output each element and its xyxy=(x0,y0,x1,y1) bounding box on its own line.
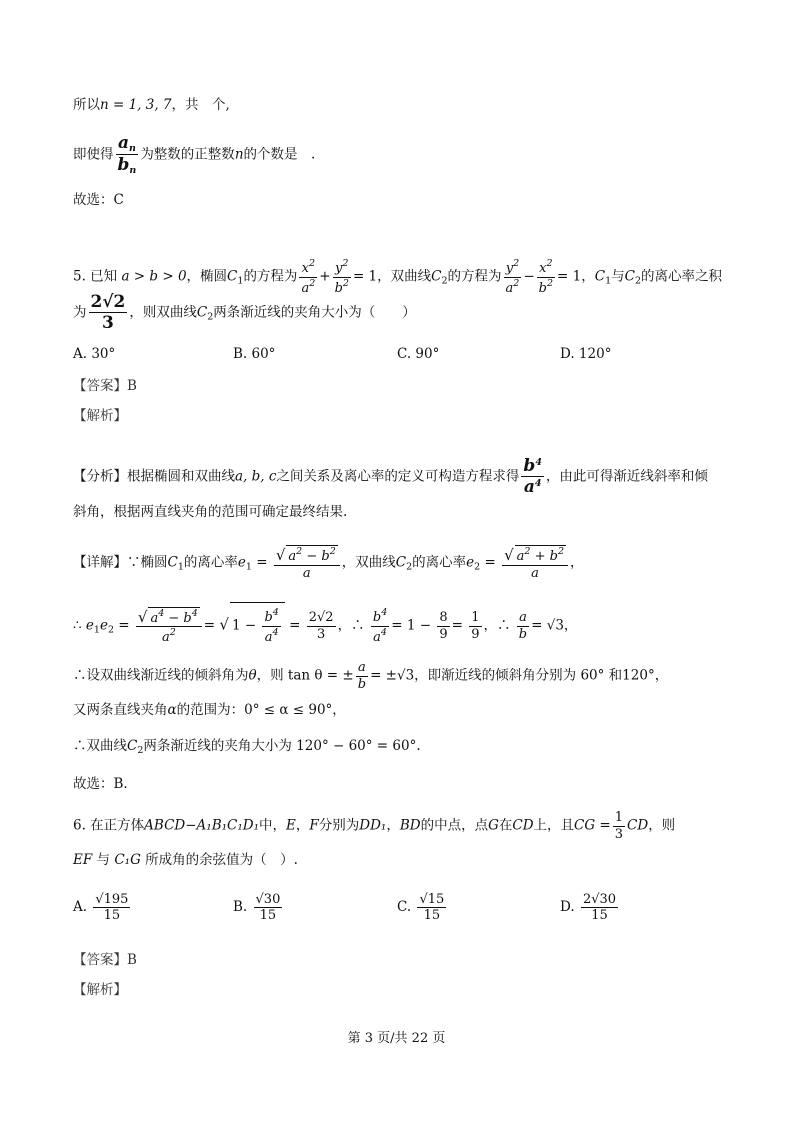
text: ，双曲线 xyxy=(377,268,432,285)
math: C xyxy=(227,268,238,285)
text: 的离心率之积 xyxy=(641,268,723,285)
text-line-3: 故选：C xyxy=(73,192,124,208)
option-a: A. 30° xyxy=(73,346,116,362)
denominator: 3 xyxy=(102,313,114,334)
select-line: 故选：B. xyxy=(73,776,128,792)
text: 与 xyxy=(96,852,111,868)
text: 的个数是 . xyxy=(243,146,316,163)
fraction-an-bn xyxy=(116,133,139,177)
fraction: $\frac{y^2}{a^2}$ xyxy=(505,258,520,296)
sub: n xyxy=(129,165,137,177)
q5-line-1: 5. 已知 a > b > 0，椭圆$C_1$的方程为 $\frac{x^2}{a^2}$ + $\frac{y^2}{b^2}$ = 1，双曲线$C_2$的方程为 $\frac{y^2}{a^2}$ − $\frac{x^2}{b^2}$ = 1，$C_1$与$C_2$的离心率之积 xyxy=(73,258,723,296)
fraction-e2: $\frac{√ a^2 + b^2}{a}$ xyxy=(502,545,568,581)
fraction: $\frac{8}{9}$ xyxy=(439,610,448,642)
math: ABCD−A₁B₁C₁D₁ xyxy=(144,817,260,834)
numerator: √15 xyxy=(419,892,445,907)
fraction: $\frac{b^4}{a^4}$ xyxy=(372,607,388,645)
math: E xyxy=(286,817,296,834)
text: 上，且 xyxy=(533,817,575,834)
derivation-line: ∴ $e_1e_2$ = $\frac{√ a^4 - b^4}{a^2}$ = √ 1 − $\frac{b^4}{a^4}$ = $\frac{2√2}{3}$ ，∴ $\frac{b^4}{a^4}$ = 1 − $\frac{8}{9}$ = $\frac{1}{9}$ ，∴ $\frac{a}{b}$ = √3， xyxy=(73,602,577,649)
q6-option-b xyxy=(233,892,284,923)
text: 与 xyxy=(611,268,625,285)
text: 【详解】∵椭圆 xyxy=(73,554,168,571)
q6-analysis-label: 【解析】 xyxy=(73,982,127,998)
text: ，即渐近线的倾斜角分别为 60° 和120°， xyxy=(414,667,669,684)
text: = ±√3 xyxy=(370,667,415,684)
q6-option-c xyxy=(397,892,448,923)
numerator: 1 xyxy=(614,810,624,825)
q5-line-2: 为 $\frac{2√2}{3}$ ，则双曲线$C_2$两条渐近线的夹角大小为（ ） xyxy=(73,292,416,334)
fraction: $\frac{2√2}{3}$ xyxy=(308,610,334,642)
math: EF xyxy=(73,852,93,868)
answer-label: 【答案】B xyxy=(73,378,137,394)
option-label: D. xyxy=(560,899,575,915)
text: 5. 已知 xyxy=(73,268,118,285)
page-footer: 第 3 页/共 22 页 xyxy=(347,1031,446,1046)
text: 为整数的正整数 xyxy=(140,146,235,163)
math: BD xyxy=(399,817,421,834)
text: 的范围为：0° ≤ α ≤ 90°， xyxy=(176,702,346,718)
option-label: A. xyxy=(73,899,88,915)
text: ，由此可得渐近线斜率和倾 xyxy=(545,468,708,485)
text: ∴双曲线 xyxy=(73,738,127,754)
text: 的方程为 xyxy=(447,268,502,285)
denominator: 15 xyxy=(103,908,121,923)
option-label: C. xyxy=(397,899,412,915)
analysis-label: 【解析】 xyxy=(73,408,127,424)
sub: 1 xyxy=(237,275,244,287)
text: ，则 tan θ = ± xyxy=(256,667,354,684)
xiangjie-line: 【详解】∵椭圆$C_1$的离心率$e_1$ = $\frac{√ a^2 - b^2}{a}$ ，双曲线$C_2$的离心率$e_2$ = $\frac{√ a^2 + b^2}{a}$ ， xyxy=(73,546,584,581)
numerator: a xyxy=(117,133,129,153)
text: 为 xyxy=(73,304,87,321)
text: ，则双曲线 xyxy=(129,304,197,321)
text: 【分析】根据椭圆和双曲线 xyxy=(73,468,235,485)
text: 的离心率 xyxy=(412,554,467,571)
tan-line xyxy=(73,660,668,692)
numerator: √195 xyxy=(95,892,129,907)
fraction: $\frac{1}{9}$ xyxy=(471,610,480,642)
text: ， xyxy=(295,817,310,834)
math: CG = xyxy=(574,817,611,834)
denominator: 15 xyxy=(423,908,441,923)
fraction-e1: $\frac{√ a^2 - b^2}{a}$ xyxy=(274,545,340,581)
fraction xyxy=(581,892,618,923)
math: F xyxy=(309,817,319,834)
fraction xyxy=(417,892,446,923)
fenxi-line-2: 斜角，根据两直线夹角的范围可确定最终结果. xyxy=(73,504,348,520)
text: 即使得 xyxy=(73,146,114,163)
math: CD xyxy=(512,817,534,834)
denominator: b xyxy=(117,155,130,176)
text: ， xyxy=(386,817,400,834)
math: DD₁ xyxy=(359,817,387,834)
fraction-1-3 xyxy=(613,810,625,842)
text: ∴设双曲线渐近线的倾斜角为 xyxy=(73,667,249,684)
math: n xyxy=(234,146,244,163)
text-line-2 xyxy=(73,133,315,177)
q6-line-2 xyxy=(73,852,298,868)
text: 6. 在正方体 xyxy=(73,817,145,834)
text: 所成角的余弦值为（ ）. xyxy=(145,852,298,868)
math: C₁G xyxy=(114,852,141,868)
denominator: 3 xyxy=(614,826,624,842)
text-line-1 xyxy=(73,97,230,113)
math: α xyxy=(167,702,177,718)
fraction: $\frac{a}{b}$ xyxy=(357,660,367,692)
math: θ xyxy=(248,667,257,684)
math: G xyxy=(488,817,499,834)
numerator: √30 xyxy=(255,892,281,907)
math: n = 1, 3, 7 xyxy=(100,97,172,113)
text: ，椭圆 xyxy=(186,268,228,285)
fraction: $\frac{x^2}{a^2}$ xyxy=(301,258,316,296)
alpha-line xyxy=(73,702,346,718)
fraction-b4-a4: $\frac{b^4}{a^4}$ xyxy=(523,456,542,498)
text: ，共 个, xyxy=(171,97,230,113)
sub: n xyxy=(128,143,136,154)
option-c: C. 90° xyxy=(397,346,440,362)
denominator: 15 xyxy=(591,908,608,923)
fraction: $\frac{y^2}{b^2}$ xyxy=(334,258,349,296)
text: 在 xyxy=(498,817,513,834)
math: CD xyxy=(627,817,649,834)
text: 的方程为 xyxy=(243,268,298,285)
q6-option-a xyxy=(73,892,132,923)
option-label: B. xyxy=(233,899,248,915)
q6-line-1 xyxy=(73,810,675,842)
math: a > b > 0 xyxy=(121,268,187,285)
fraction: $\frac{x^2}{b^2}$ xyxy=(538,258,554,296)
fraction-2sqrt2-3 xyxy=(89,292,128,334)
q6-option-d xyxy=(560,892,620,923)
text: ，则 xyxy=(648,817,676,834)
fraction xyxy=(93,892,130,923)
fraction: $\frac{b^4}{a^4}$ xyxy=(264,607,279,645)
q6-answer-label: 【答案】B xyxy=(73,952,137,968)
text: 之间关系及离心率的定义可构造方程求得 xyxy=(276,468,520,485)
denominator: 15 xyxy=(259,908,277,923)
text: ，双曲线 xyxy=(341,554,396,571)
text: 中， xyxy=(259,817,287,834)
fraction: $\frac{a}{b}$ xyxy=(518,610,528,642)
math: a, b, c xyxy=(235,468,277,485)
option-b: B. 60° xyxy=(233,346,276,362)
final-line: ∴双曲线$C_2$两条渐近线的夹角大小为 120° − 60° = 60°. xyxy=(73,738,421,756)
numerator: 2√30 xyxy=(582,892,617,907)
text: 两条渐近线的夹角大小为 120° − 60° = 60°. xyxy=(143,738,421,754)
text: 分别为 xyxy=(318,817,360,834)
fraction xyxy=(254,892,283,923)
text: 的离心率 xyxy=(183,554,238,571)
text: 所以 xyxy=(73,97,100,113)
text: 又两条直线夹角 xyxy=(73,702,168,718)
text: 两条渐近线的夹角大小为（ ） xyxy=(213,304,416,321)
numerator: 2√2 xyxy=(90,292,126,312)
fraction: $\frac{√ a^4 - b^4}{a^2}$ xyxy=(136,607,202,646)
text: 的中点，点 xyxy=(420,817,489,834)
text: ， xyxy=(581,268,595,285)
fenxi-line-1 xyxy=(73,456,708,498)
option-d: D. 120° xyxy=(560,346,612,362)
